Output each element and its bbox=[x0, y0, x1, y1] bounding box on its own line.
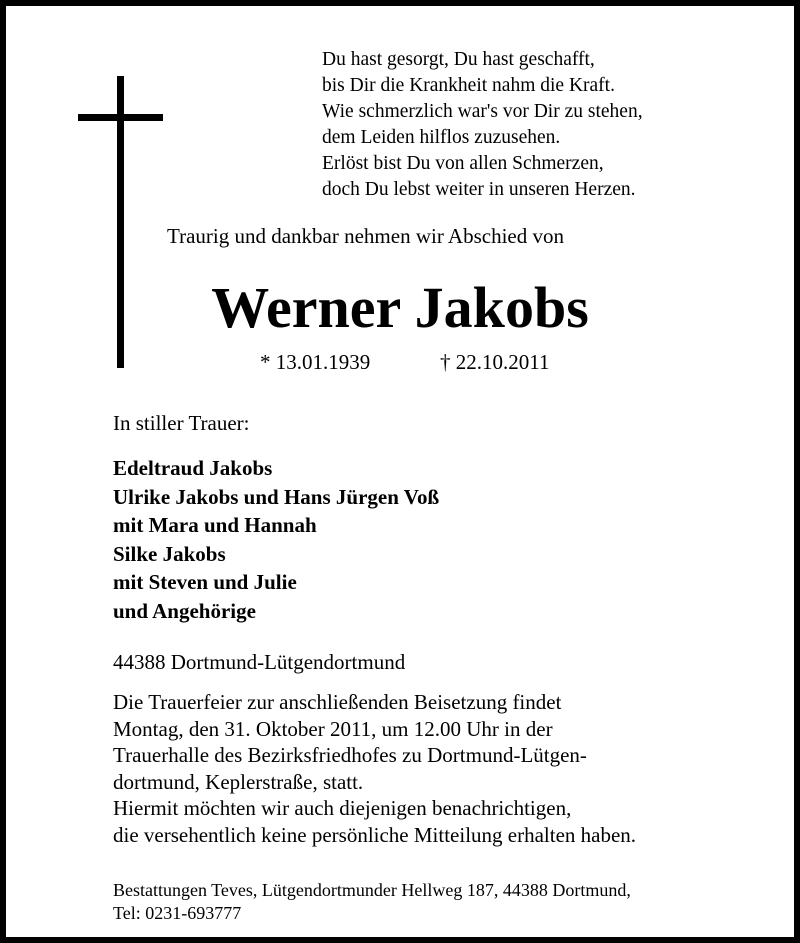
death-date: † 22.10.2011 bbox=[440, 350, 550, 374]
notice-line: Die Trauerfeier zur anschließenden Beisetzung findet bbox=[113, 690, 562, 714]
mourner-line: mit Mara und Hannah bbox=[113, 513, 317, 537]
poem-line: dem Leiden hilflos zuzusehen. bbox=[322, 127, 561, 148]
notice-line: Montag, den 31. Oktober 2011, um 12.00 Uhr in der bbox=[113, 716, 553, 741]
deceased-name: Werner Jakobs bbox=[211, 275, 589, 340]
poem-line: Erlöst bist Du von allen Schmerzen, bbox=[322, 153, 604, 174]
footer-line: Tel: 0231-693777 bbox=[113, 903, 242, 923]
mourner-line: und Angehörige bbox=[113, 598, 256, 623]
funeral-home-footer bbox=[113, 879, 631, 925]
mourner-line: Ulrike Jakobs und Hans Jürgen Voß bbox=[113, 484, 440, 509]
farewell-intro: Traurig und dankbar nehmen wir Abschied von bbox=[167, 224, 564, 248]
mourning-label: In stiller Trauer: bbox=[113, 411, 250, 435]
poem-line: Du hast gesorgt, Du hast geschafft, bbox=[322, 49, 595, 70]
poem-line: bis Dir die Krankheit nahm die Kraft. bbox=[322, 75, 615, 96]
notice-line: Trauerhalle des Bezirksfriedhofes zu Dortmund-Lütgen- bbox=[113, 743, 587, 767]
footer-line: Bestattungen Teves, Lütgendortmunder Hellweg 187, 44388 Dortmund, bbox=[113, 880, 631, 900]
notice-line: die versehentlich keine persönliche Mitteilung erhalten haben. bbox=[113, 822, 637, 847]
memorial-poem bbox=[322, 47, 643, 203]
mourners-list bbox=[113, 454, 439, 625]
mourner-line: Edeltraud Jakobs bbox=[113, 456, 273, 480]
birth-date: * 13.01.1939 bbox=[260, 350, 371, 374]
poem-line: Wie schmerzlich war's vor Dir zu stehen, bbox=[322, 101, 643, 122]
cross-horizontal-bar bbox=[78, 114, 163, 121]
family-location: 44388 Dortmund-Lütgendortmund bbox=[113, 650, 406, 674]
mourner-line: mit Steven und Julie bbox=[113, 570, 297, 594]
funeral-notice bbox=[113, 689, 636, 848]
poem-line: doch Du lebst weiter in unseren Herzen. bbox=[322, 179, 636, 200]
notice-line: Hiermit möchten wir auch diejenigen benachrichtigen, bbox=[113, 796, 572, 820]
notice-line: dortmund, Keplerstraße, statt. bbox=[113, 769, 364, 794]
mourner-line: Silke Jakobs bbox=[113, 541, 226, 566]
